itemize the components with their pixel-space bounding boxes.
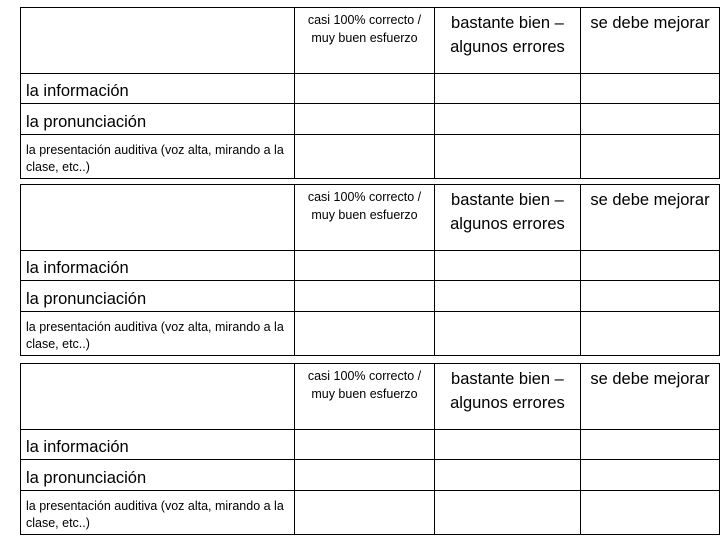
rubric-row-pronunciation [21,104,720,135]
header-good: bastante bien – algunos errores [434,8,580,74]
rubric-table-1 [20,7,720,179]
criterion-information: la información [21,430,295,460]
rubric-header-row [21,364,720,430]
header-excellent: casi 100% correcto / muy buen esfuerzo [295,8,435,74]
score-cell[interactable] [295,491,435,535]
score-cell[interactable] [434,135,580,179]
score-cell[interactable] [580,491,719,535]
score-cell[interactable] [295,460,435,491]
score-cell[interactable] [580,312,719,356]
rubric-row-presentation [21,491,720,535]
rubric-row-information [21,251,720,281]
rubric-table-3 [20,363,720,535]
score-cell[interactable] [295,104,435,135]
rubric-row-pronunciation [21,281,720,312]
score-cell[interactable] [295,251,435,281]
empty-corner-cell [21,364,295,430]
score-cell[interactable] [580,281,719,312]
score-cell[interactable] [580,104,719,135]
header-needs-improvement: se debe mejorar [580,364,719,430]
score-cell[interactable] [434,491,580,535]
score-cell[interactable] [295,430,435,460]
criterion-presentation: la presentación auditiva (voz alta, mirando a la clase, etc..) [21,135,295,179]
score-cell[interactable] [295,135,435,179]
score-cell[interactable] [434,460,580,491]
criterion-pronunciation: la pronunciación [21,104,295,135]
score-cell[interactable] [295,312,435,356]
header-excellent: casi 100% correcto / muy buen esfuerzo [295,185,435,251]
rubric-table-2 [20,184,720,356]
score-cell[interactable] [434,104,580,135]
rubric-row-information [21,74,720,104]
rubric-row-presentation [21,312,720,356]
score-cell[interactable] [295,74,435,104]
rubric-row-pronunciation [21,460,720,491]
header-needs-improvement: se debe mejorar [580,8,719,74]
rubric-row-information [21,430,720,460]
header-excellent: casi 100% correcto / muy buen esfuerzo [295,364,435,430]
criterion-presentation: la presentación auditiva (voz alta, mirando a la clase, etc..) [21,312,295,356]
empty-corner-cell [21,185,295,251]
score-cell[interactable] [580,430,719,460]
rubric-header-row [21,8,720,74]
criterion-pronunciation: la pronunciación [21,281,295,312]
score-cell[interactable] [434,430,580,460]
criterion-pronunciation: la pronunciación [21,460,295,491]
header-good: bastante bien – algunos errores [434,364,580,430]
header-needs-improvement: se debe mejorar [580,185,719,251]
score-cell[interactable] [434,251,580,281]
criterion-presentation: la presentación auditiva (voz alta, mirando a la clase, etc..) [21,491,295,535]
score-cell[interactable] [434,281,580,312]
score-cell[interactable] [580,460,719,491]
criterion-information: la información [21,74,295,104]
score-cell[interactable] [580,74,719,104]
criterion-information: la información [21,251,295,281]
rubric-row-presentation [21,135,720,179]
score-cell[interactable] [580,135,719,179]
empty-corner-cell [21,8,295,74]
header-good: bastante bien – algunos errores [434,185,580,251]
rubric-header-row [21,185,720,251]
score-cell[interactable] [434,74,580,104]
score-cell[interactable] [295,281,435,312]
score-cell[interactable] [434,312,580,356]
score-cell[interactable] [580,251,719,281]
